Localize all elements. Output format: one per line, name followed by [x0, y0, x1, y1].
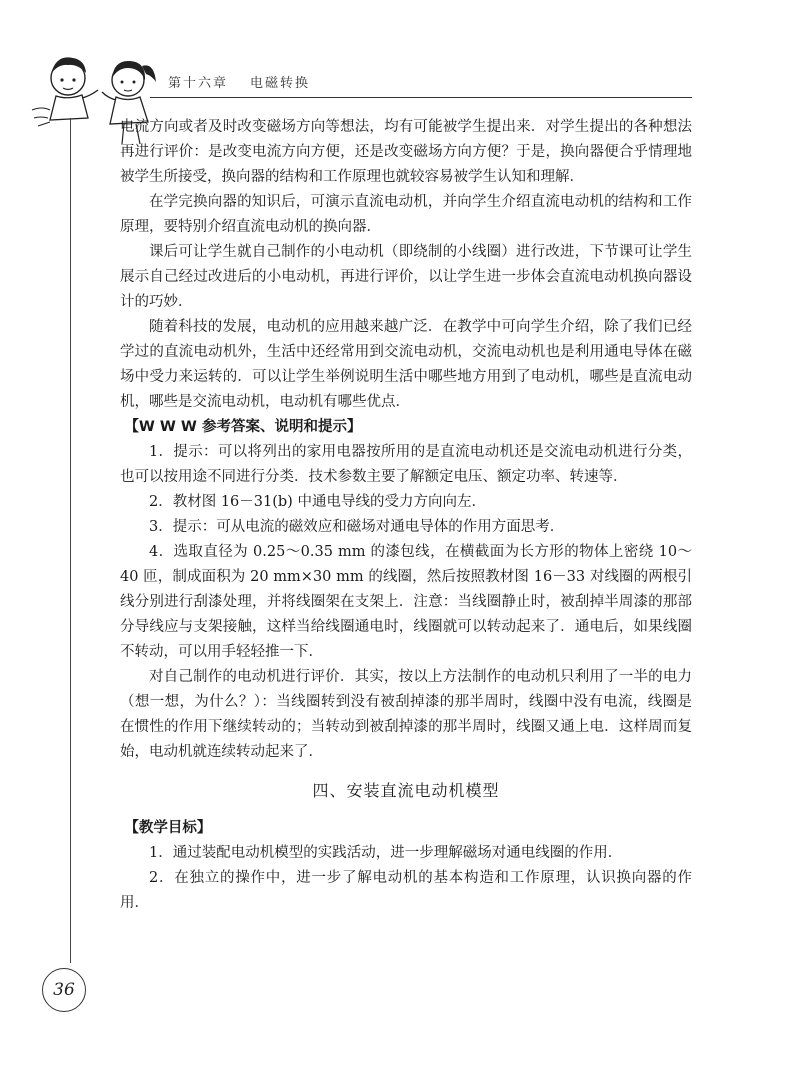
- answer-item: 2．教材图 16－31(b) 中通电导线的受力方向向左．: [149, 494, 486, 510]
- answer-item: 1．提示：可以将列出的家用电器按所用的是直流电动机还是交流电动机进行分类，也可以按用途不同进行分类．技术参数主要了解额定电压、额定功率、转速等．: [120, 444, 692, 485]
- goal-item: 2．在独立的操作中，进一步了解电动机的基本构造和工作原理，认识换向器的作用．: [120, 870, 692, 911]
- goal-item: 1．通过装配电动机模型的实践活动，进一步理解磁场对通电线圈的作用．: [149, 845, 623, 861]
- answer-item: 3．提示：可从电流的磁效应和磁场对通电导体的作用方面思考．: [149, 519, 565, 535]
- paragraph: 电流方向或者及时改变磁场方向等想法，均有可能被学生提出来．对学生提出的各种想法再进行评价：是改变电流方向方便，还是改变磁场方向方便？于是，换向器便合乎情理地被学生所接受，换向器的结构和工作原理也就较容易被学生认知和理解．: [120, 119, 692, 185]
- www-answers-heading: 【W W W 参考答案、说明和提示】: [124, 419, 362, 435]
- section-title: 四、安装直流电动机模型: [312, 781, 500, 800]
- chapter-header: [168, 72, 310, 91]
- answer-item: 4．选取直径为 0.25～0.35 mm 的漆包线，在横截面为长方形的物体上密绕 10～40 匝，制成面积为 20 mm×30 mm 的线圈，然后按照教材图 16－33 对线圈的两根引线分别进行刮漆处理，并将线圈架在支架上．注意：当线圈静止时，被刮掉半周漆的那部分导线应与支架接触，这样当给线圈通电时，线圈就可以转动起来了．通电后，如果线圈不转动，可以用手轻轻推一下．: [120, 544, 692, 660]
- page-number: 36: [42, 968, 86, 1012]
- paragraph: 随着科技的发展，电动机的应用越来越广泛．在教学中可向学生介绍，除了我们已经学过的直流电动机外，生活中还经常用到交流电动机，交流电动机也是利用通电导体在磁场中受力来运转的．可以让学生举例说明生活中哪些地方用到了电动机，哪些是直流电动机，哪些是交流电动机，电动机有哪些优点．: [120, 319, 692, 410]
- page-body: [120, 115, 692, 916]
- paragraph: 在学完换向器的知识后，可演示直流电动机，并向学生介绍直流电动机的结构和工作原理，要特别介绍直流电动机的换向器．: [120, 194, 692, 235]
- boy-body: [50, 95, 88, 120]
- header-rule: [150, 97, 692, 98]
- teaching-goals-heading: 【教学目标】: [124, 820, 212, 836]
- answer-item: 对自己制作的电动机进行评价．其实，按以上方法制作的电动机只利用了一半的电力（想一想，为什么？）：当线圈转到没有被刮掉漆的那半周时，线圈中没有电流，线圈是在惯性的作用下继续转动的；当转动到被刮掉漆的那半周时，线圈又通上电．这样周而复始，电动机就连续转动起来了．: [120, 669, 692, 760]
- paragraph: 课后可让学生就自己制作的小电动机（即绕制的小线圈）进行改进，下节课可让学生展示自己经过改进后的小电动机，再进行评价，以让学生进一步体会直流电动机换向器设计的巧妙．: [120, 244, 692, 310]
- girl-hair: [112, 61, 145, 80]
- chapter-name: 电磁转换: [250, 76, 311, 91]
- boy-hair: [51, 57, 86, 74]
- chapter-number: 第十六章: [168, 76, 229, 91]
- margin-rule: [70, 118, 71, 963]
